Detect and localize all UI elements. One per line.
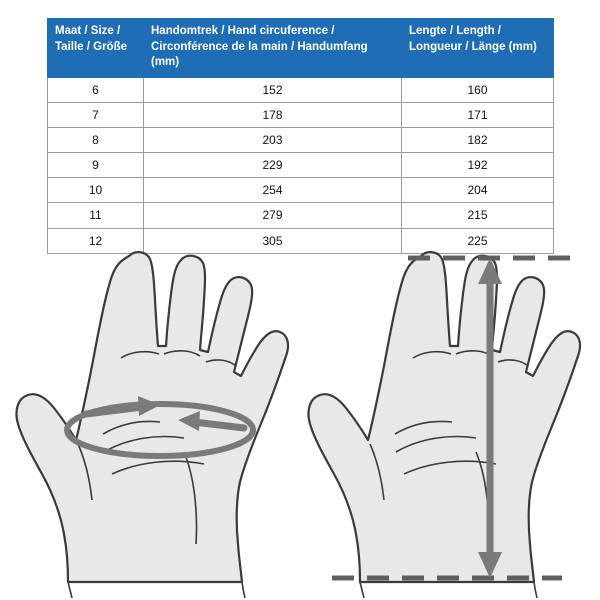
cell-size: 7 xyxy=(48,102,144,127)
cell-length: 171 xyxy=(402,102,554,127)
column-header-length-line2: Longueur / Länge (mm) xyxy=(409,40,537,53)
table-row xyxy=(48,127,554,152)
cell-circumference: 203 xyxy=(144,127,402,152)
table-row xyxy=(48,77,554,102)
table-row xyxy=(48,153,554,178)
column-header-circumference-line1: Handomtrek / Hand circuference / xyxy=(151,25,335,37)
cell-length: 204 xyxy=(402,178,554,203)
hand-outline-right xyxy=(308,252,580,598)
table-body xyxy=(48,77,554,253)
table-row xyxy=(48,178,554,203)
hand-outline-left xyxy=(16,252,288,598)
cell-size: 8 xyxy=(48,127,144,152)
size-table xyxy=(47,18,554,254)
column-header-size-line2: Taille / Größe xyxy=(55,40,127,53)
column-header-circumference-line2: Circonférence de la main / Handumfang (mm) xyxy=(151,40,368,69)
table-header xyxy=(48,19,554,78)
column-header-size-line1: Maat / Size / xyxy=(55,25,121,37)
cell-circumference: 279 xyxy=(144,203,402,228)
size-table-container xyxy=(47,18,553,254)
column-header-size xyxy=(48,19,144,78)
hand-circumference-diagram xyxy=(8,238,298,600)
cell-size: 10 xyxy=(48,178,144,203)
table-row xyxy=(48,203,554,228)
measurement-illustrations xyxy=(0,238,600,600)
column-header-length xyxy=(402,19,554,78)
cell-length: 182 xyxy=(402,127,554,152)
cell-size: 9 xyxy=(48,153,144,178)
cell-size: 6 xyxy=(48,77,144,102)
cell-length: 192 xyxy=(402,153,554,178)
cell-size: 11 xyxy=(48,203,144,228)
table-header-row xyxy=(48,19,554,78)
hand-length-diagram xyxy=(300,238,590,600)
cell-length: 225 xyxy=(402,228,554,253)
cell-circumference: 152 xyxy=(144,77,402,102)
table-row xyxy=(48,102,554,127)
cell-circumference: 178 xyxy=(144,102,402,127)
cell-circumference: 254 xyxy=(144,178,402,203)
cell-length: 215 xyxy=(402,203,554,228)
cell-circumference: 305 xyxy=(144,228,402,253)
column-header-length-line1: Lengte / Length / xyxy=(409,25,501,37)
column-header-circumference xyxy=(144,19,402,78)
cell-length: 160 xyxy=(402,77,554,102)
cell-size: 12 xyxy=(48,228,144,253)
cell-circumference: 229 xyxy=(144,153,402,178)
